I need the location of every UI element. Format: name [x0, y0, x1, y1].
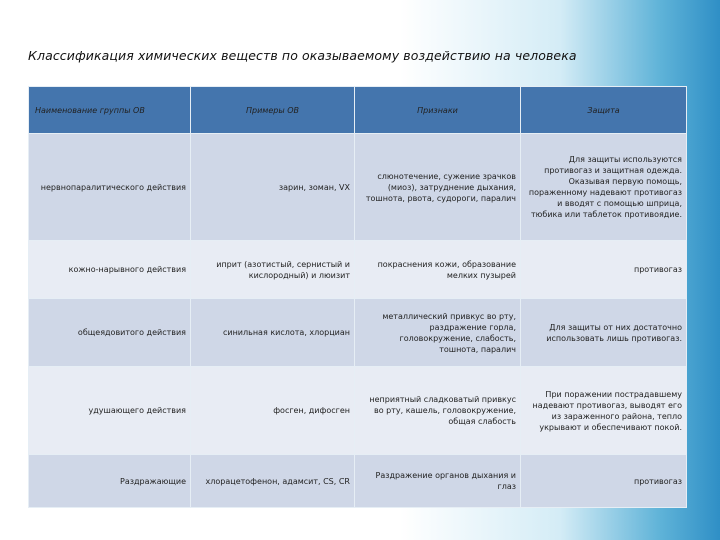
cell-protection: Для защиты используются противогаз и защитная одежда. Оказывая первую помощь, пораженному надевают противогаз и вводят с помощью шприца, тюбика или таблеток противоядие.	[521, 134, 687, 241]
cell-signs: металлический привкус во рту, раздражение горла, головокружение, слабость, тошнота, паралич	[355, 299, 521, 367]
table-row	[29, 455, 687, 508]
table-row	[29, 299, 687, 367]
table-header-row	[29, 87, 687, 134]
header-group-name: Наименование группы ОВ	[29, 87, 191, 134]
cell-group: Раздражающие	[29, 455, 191, 508]
cell-protection: При поражении пострадавшему надевают противогаз, выводят его из зараженного района, тепло укрывают и обеспечивают покой.	[521, 367, 687, 455]
cell-examples: синильная кислота, хлорциан	[191, 299, 355, 367]
header-signs: Признаки	[355, 87, 521, 134]
cell-examples: зарин, зоман, VX	[191, 134, 355, 241]
cell-examples: иприт (азотистый, сернистый и кислородный) и люизит	[191, 241, 355, 299]
cell-signs: покраснения кожи, образование мелких пузырей	[355, 241, 521, 299]
cell-examples: хлорацетофенон, адамсит, CS, CR	[191, 455, 355, 508]
cell-signs: Раздражение органов дыхания и глаз	[355, 455, 521, 508]
cell-examples: фосген, дифосген	[191, 367, 355, 455]
classification-table	[28, 86, 687, 508]
cell-group: кожно-нарывного действия	[29, 241, 191, 299]
cell-group: нервнопаралитического действия	[29, 134, 191, 241]
cell-signs: неприятный сладковатый привкус во рту, кашель, головокружение, общая слабость	[355, 367, 521, 455]
table-row	[29, 241, 687, 299]
cell-protection: Для защиты от них достаточно использовать лишь противогаз.	[521, 299, 687, 367]
cell-group: удушающего действия	[29, 367, 191, 455]
cell-group: общеядовитого действия	[29, 299, 191, 367]
cell-protection: противогаз	[521, 241, 687, 299]
header-protection: Защита	[521, 87, 687, 134]
cell-signs: слюнотечение, сужение зрачков (миоз), затруднение дыхания, тошнота, рвота, судороги, паралич	[355, 134, 521, 241]
header-examples: Примеры ОВ	[191, 87, 355, 134]
page-title: Классификация химических веществ по оказываемому воздействию на человека	[28, 48, 577, 63]
table-row	[29, 367, 687, 455]
table-row	[29, 134, 687, 241]
cell-protection: противогаз	[521, 455, 687, 508]
